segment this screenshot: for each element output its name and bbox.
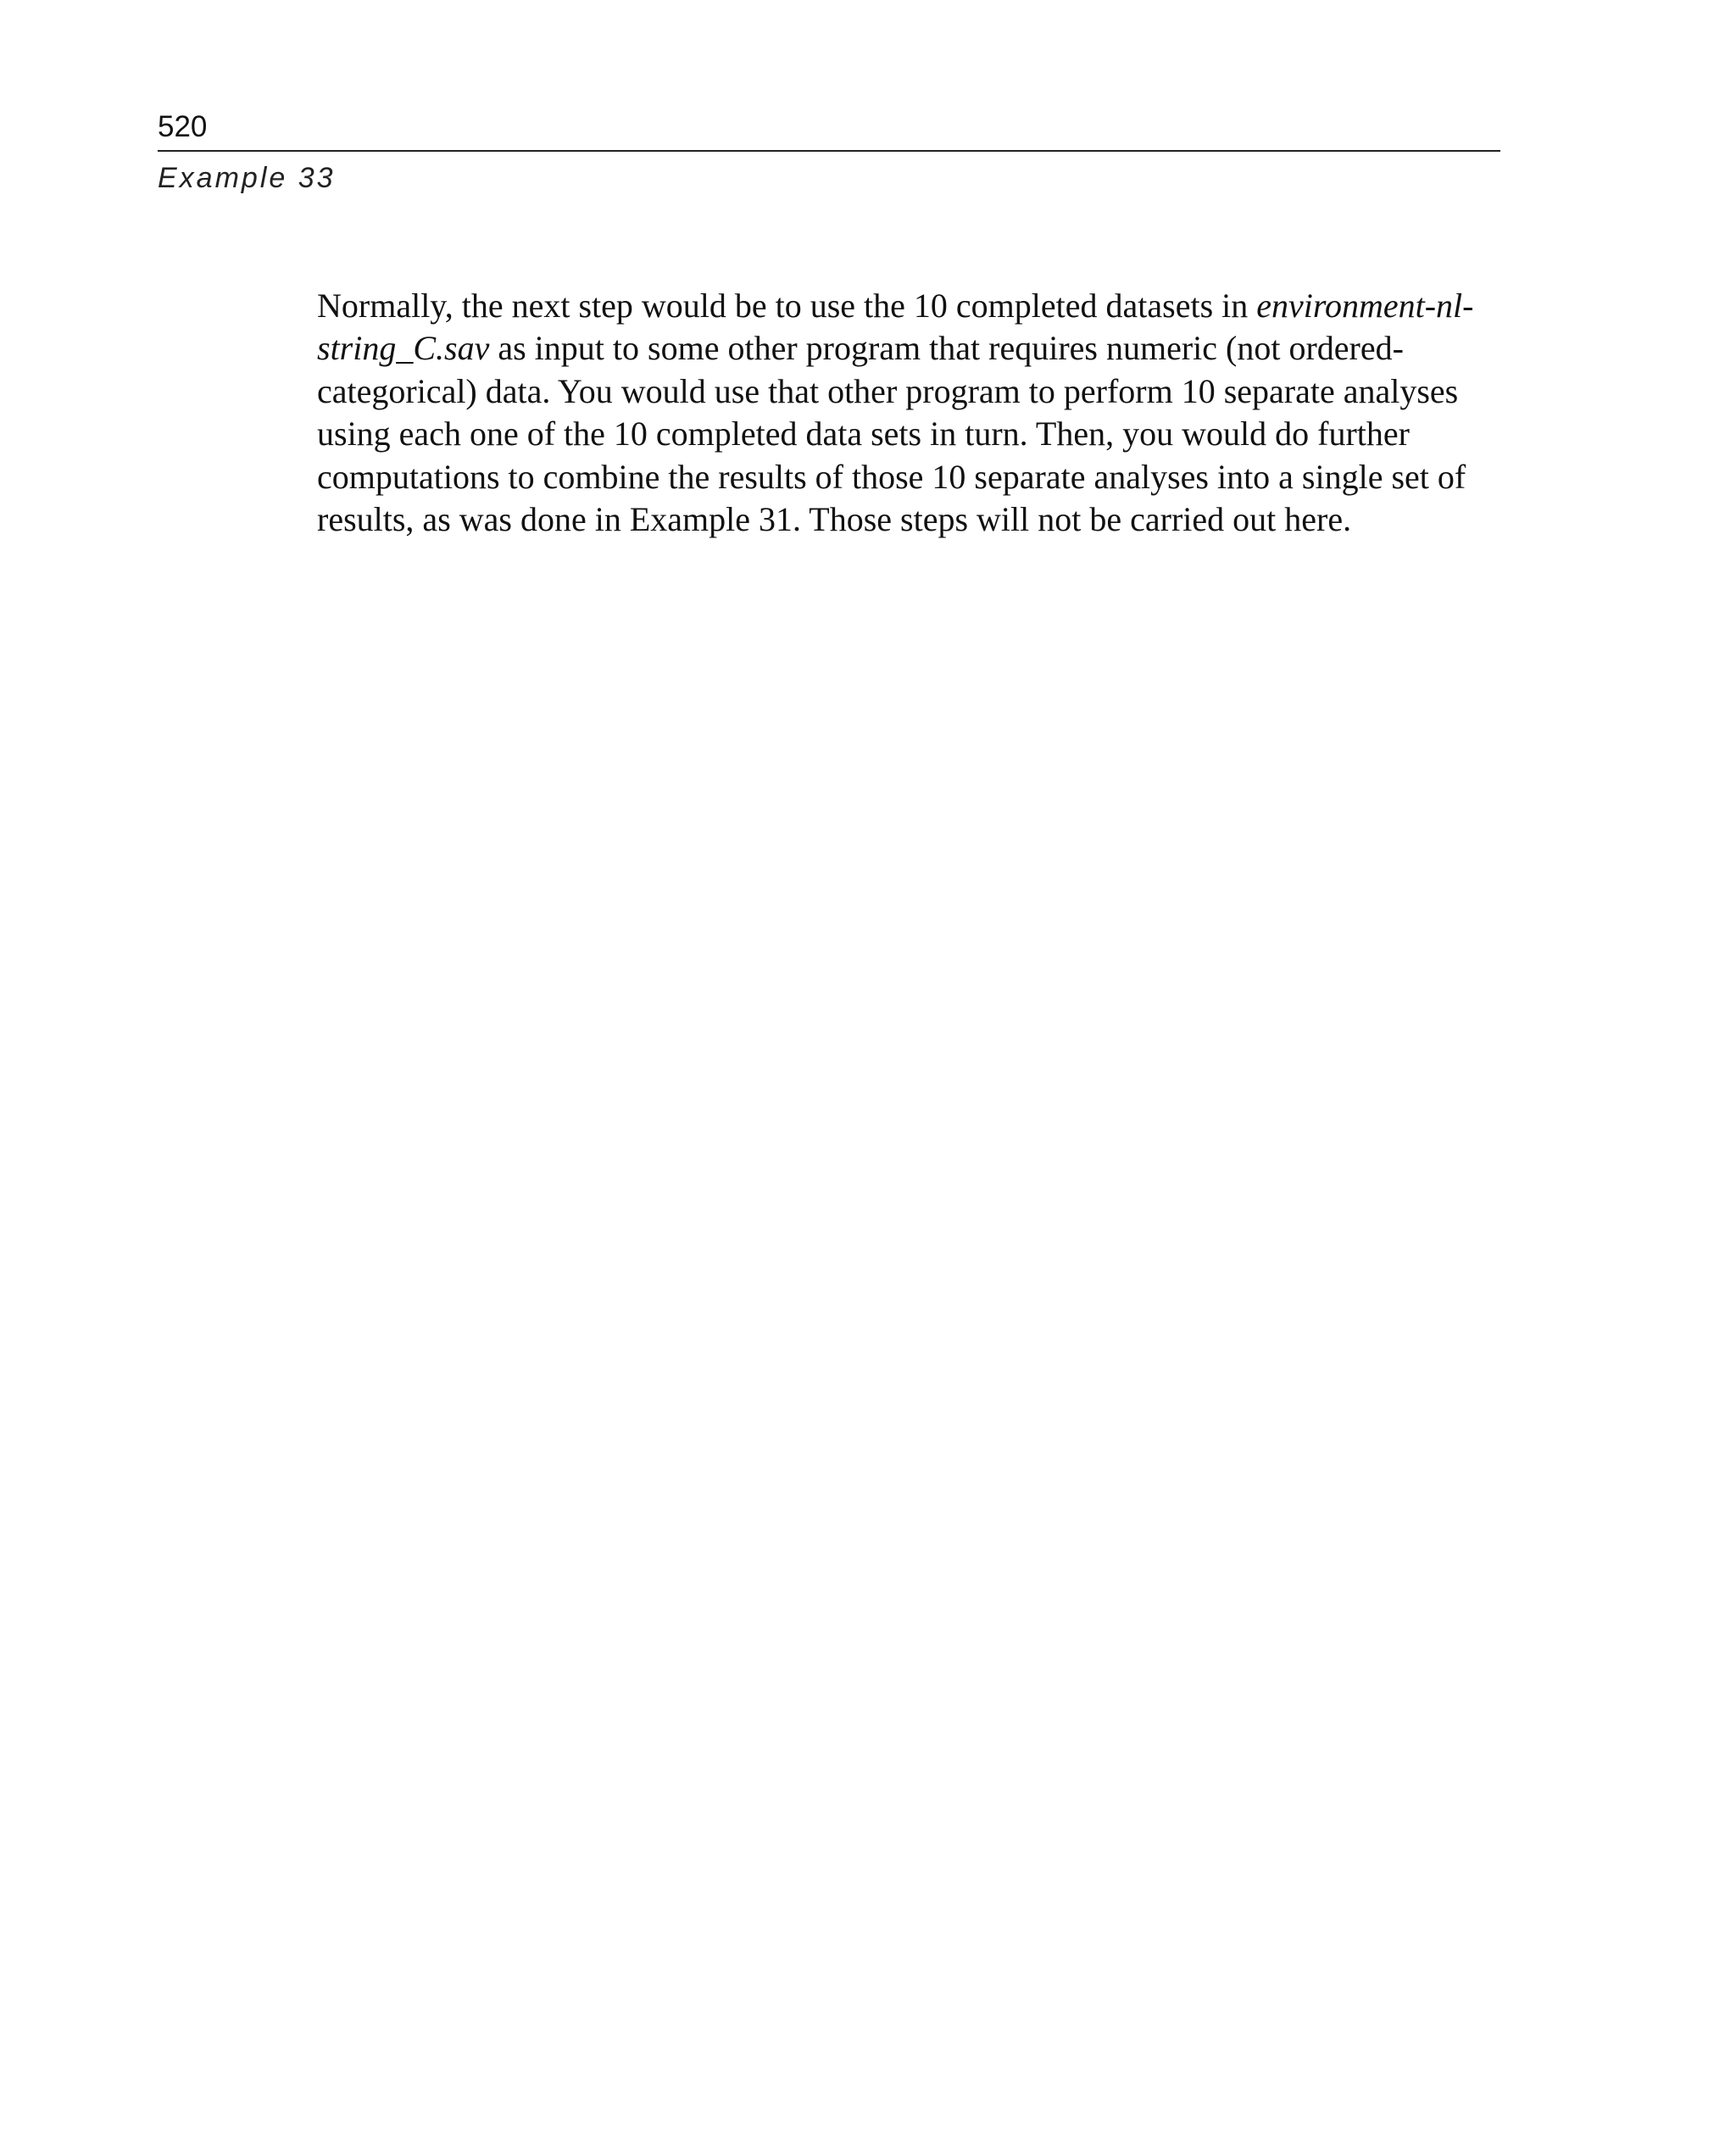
filename-italic: string_C.sav [317,329,490,368]
page-number: 520 [158,110,208,143]
paragraph-line: using each one of the 10 completed data sets in turn. Then, you would do further [317,415,1410,453]
paragraph-line [317,327,1504,370]
paragraph-line [317,285,1504,327]
paragraph-line: results, as was done in Example 31. Those steps will not be carried out here. [317,500,1352,539]
running-head: Example 33 [158,162,336,194]
text-run: as input to some other program that requires numeric (not ordered- [489,329,1404,368]
header-rule [158,150,1500,152]
filename-italic: environment-nl- [1256,287,1474,325]
text-run: Normally, the next step would be to use the 10 completed datasets in [317,287,1257,325]
paragraph-line: categorical) data. You would use that other program to perform 10 separate analyses [317,371,1459,410]
body-paragraph [317,285,1504,541]
paragraph-line: computations to combine the results of those 10 separate analyses into a single set of [317,457,1466,496]
